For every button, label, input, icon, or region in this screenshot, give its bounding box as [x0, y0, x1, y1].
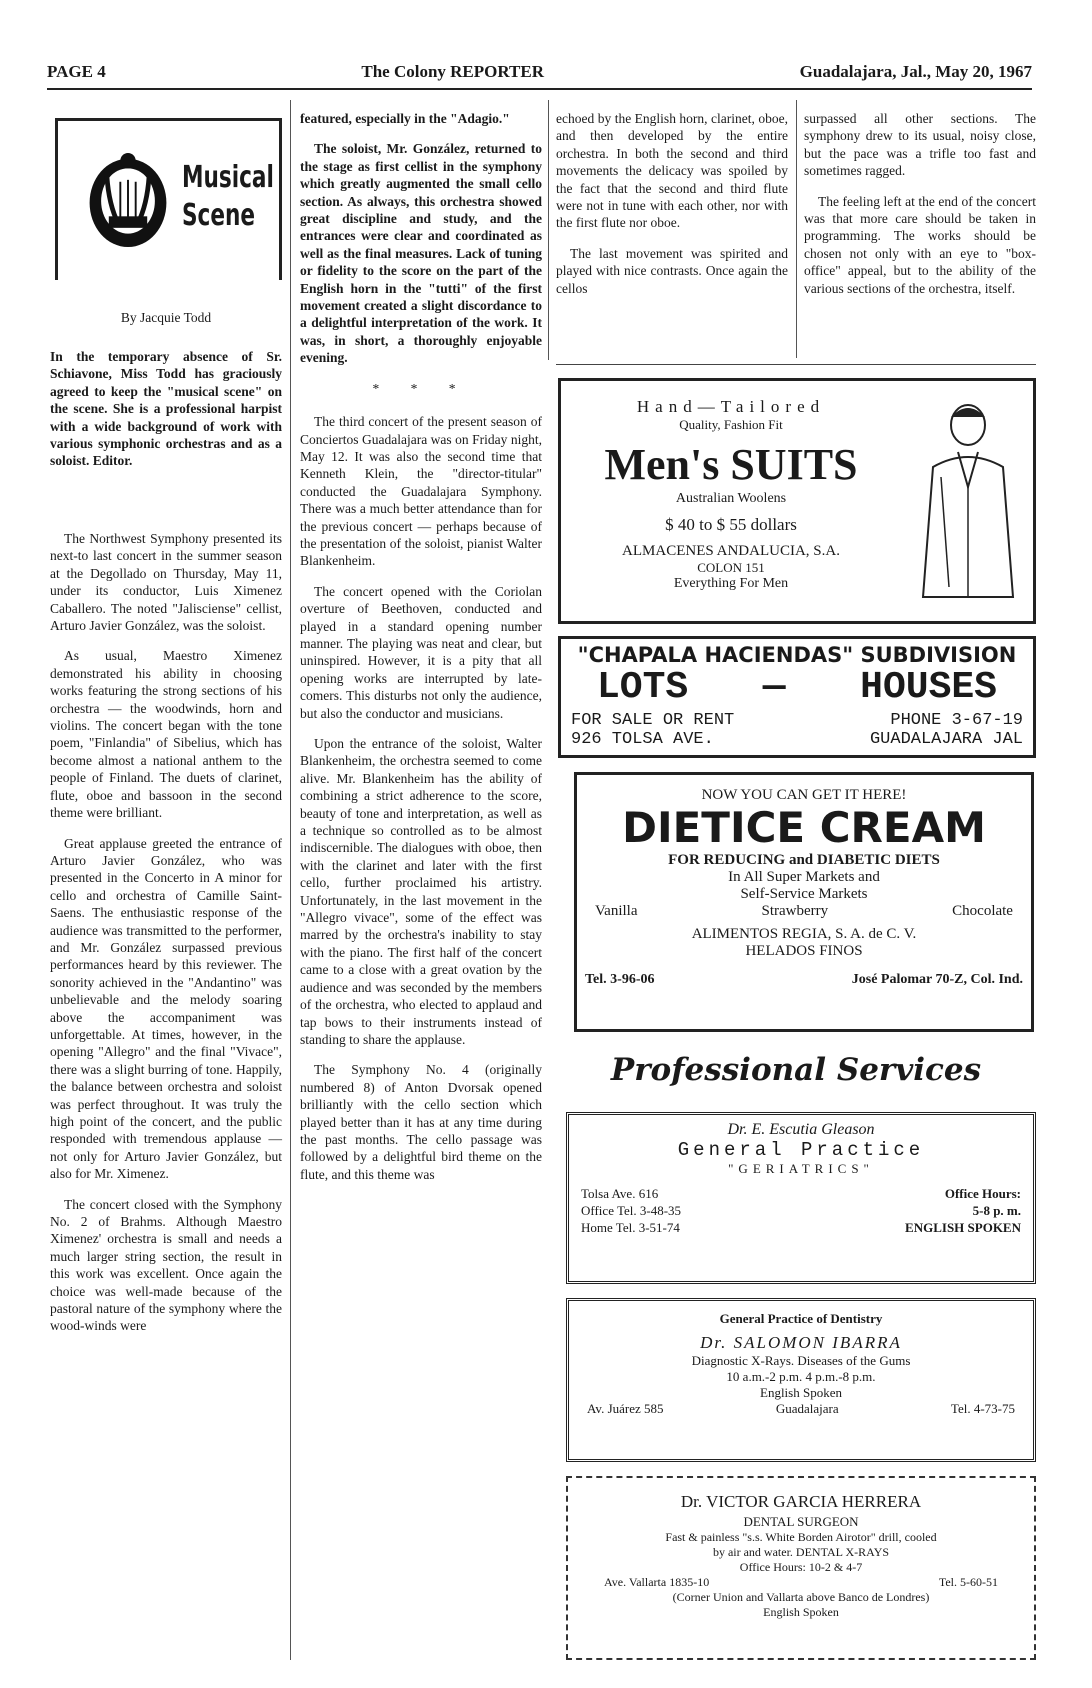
tel: Tel. 5-60-51 — [938, 1575, 998, 1589]
office-tel: Office Tel. 3-48-35 — [581, 1203, 682, 1218]
language: English Spoken — [763, 1605, 839, 1619]
column-divider — [548, 100, 549, 360]
hours: 10 a.m.-2 p.m. 4 p.m.-8 p.m. — [726, 1369, 876, 1384]
section-rule — [556, 364, 1036, 365]
hours: Office Hours: 10-2 & 4-7 — [739, 1560, 863, 1574]
professional-services-heading: Professional Services — [610, 1052, 982, 1088]
ad-fabric: Australian Woolens — [675, 491, 787, 506]
garcia-card — [566, 1476, 1036, 1660]
article-column-1 — [50, 530, 282, 1348]
language: English Spoken — [760, 1385, 842, 1400]
specialty: "GERIATRICS" — [728, 1161, 874, 1176]
home-tel: Home Tel. 3-51-74 — [581, 1220, 680, 1235]
ibarra-card — [566, 1298, 1036, 1462]
column-divider — [796, 100, 797, 358]
address: Ave. Vallarta 1835-10 — [604, 1575, 710, 1589]
paragraph: The soloist, Mr. González, returned to the stage as first cellist in the symphony which greatly augmented the small cello section. As always, this orchestra showed great discipline and study, and the entrances were clear and coordinated as well as the final measures. Lack of tuning or fidelity to the score on the part of the English horn in the "tutti" of the first movement created a slight discordance to a delightful interpretation of the work. It was, in short, a thoroughly enjoyable evening. — [300, 141, 542, 366]
language: ENGLISH SPOKEN — [905, 1220, 1021, 1235]
line1: Fast & painless "s.s. White Borden Airotor" drill, cooled — [665, 1530, 937, 1544]
doctor-name: Dr. VICTOR GARCIA HERRERA — [680, 1492, 922, 1511]
ad-line2: Self-Service Markets — [740, 886, 868, 902]
hours: 5-8 p. m. — [972, 1203, 1021, 1218]
ad-brand: HELADOS FINOS — [745, 943, 863, 959]
article-column-3 — [556, 110, 788, 310]
ad-title: "CHAPALA HACIENDAS" SUBDIVISION — [577, 643, 1017, 667]
ad-sale: FOR SALE OR RENT — [571, 711, 735, 730]
ad-address: COLON 151 — [697, 560, 765, 575]
paragraph: The last movement was spirited and played with nice contrasts. Once again the cellos — [556, 245, 788, 296]
ad-phone: PHONE 3-67-19 — [890, 711, 1023, 730]
ad-store: ALMACENES ANDALUCIA, S.A. — [622, 543, 840, 559]
practice: General Practice of Dentistry — [719, 1311, 883, 1326]
ad-tag: Hand—Tailored — [636, 397, 826, 416]
ad-top: NOW YOU CAN GET IT HERE! — [701, 787, 907, 803]
ad-headline: LOTS — HOUSES — [597, 666, 997, 709]
ad-headline: DIETICE CREAM — [622, 803, 986, 852]
column-divider — [290, 100, 291, 1660]
paragraph: Upon the entrance of the soloist, Walter Blankenheim, the orchestra seemed to come alive. Mr. Blankenheim has the ability of combining a strict adherence to the score, beauty of tone and interpretation, as well as a technique so controlled as to be almost indiscernible. The dialogues with oboe, then with the clarinet and later with the first cello, further proclaimed his artistry. Unfortunately, in the last movement in the "Allegro vivace", some of the effect was marred by the orchestra's inability to stay with the piano. The first half of the concert came to a close with a great ovation by the audience and was seconded by the members of the orchestra, who elected to applaud and tap bows to their instruments instead of standing to share the applause. — [300, 736, 542, 1047]
ad-tagline: Everything For Men — [673, 576, 789, 591]
paragraph: Great applause greeted the entrance of Arturo Javier González, who was presented in the Concerto in A minor for cello and orchestra of Camille Saint-Saens. The enthusiastic response of the audience was transmitted to the performer, and Mr. González surpassed previous performances heard by this reviewer. The sonority achieved in the "Andantino" was unbelievable and the melody soaring above the accompaniment was unforgettable. At times, however, in the opening "Allegro" and the final "Vivace", there was a slight burring of tone. Happily, the balance between orchestra and soloist was perfect throughout. It was truly the high point of the concert, and the public responded with tremendous applause — not only for Arturo Javier González, but also for Mr. Ximenez. — [50, 835, 282, 1182]
dateline: Guadalajara, Jal., May 20, 1967 — [799, 62, 1032, 81]
article-column-2 — [300, 110, 542, 1196]
address: Av. Juárez 585 — [587, 1401, 664, 1416]
ad-address: 926 TOLSA AVE. — [571, 730, 714, 749]
ad-address: José Palomar 70-Z, Col. Ind. — [851, 972, 1023, 987]
header-rule — [47, 88, 1032, 90]
ad-maker: ALIMENTOS REGIA, S. A. de C. V. — [691, 926, 917, 942]
ad-tel: Tel. 3-96-06 — [585, 972, 655, 987]
ad-sub: FOR REDUCING and DIABETIC DIETS — [668, 852, 940, 868]
musical-scene-title: Musical Scene — [182, 160, 274, 233]
musical-scene-logo — [55, 118, 282, 280]
doctor-name: Dr. SALOMON IBARRA — [700, 1333, 902, 1352]
mens-suits-ad — [558, 378, 1036, 624]
title: DENTAL SURGEON — [743, 1514, 859, 1529]
ad-price: $ 40 to $ 55 dollars — [665, 515, 797, 534]
lyre-icon — [80, 145, 176, 255]
corner: (Corner Union and Vallarta above Banco de Londres) — [672, 1590, 930, 1604]
page-header — [47, 60, 1032, 84]
line2: by air and water. DENTAL X-RAYS — [712, 1545, 890, 1559]
city: Guadalajara — [775, 1401, 839, 1416]
doctor-name: Dr. E. Escutia Gleason — [727, 1121, 875, 1138]
address: Tolsa Ave. 616 — [581, 1186, 659, 1201]
paragraph: surpassed all other sections. The symphony drew to its usual, noisy close, but the pace was a trifle too fast and sometimes ragged. — [804, 111, 1036, 179]
paragraph: echoed by the English horn, clarinet, oboe, and then developed by the entire orchestra. In both the second and third movements the delicacy was spoiled by the fact that the second and third flute were not in tune with each other, nor with the first flute nor oboe. — [556, 111, 788, 231]
ad-flavors: Vanilla Strawberry Chocolate — [595, 903, 1013, 919]
ad-line1: In All Super Markets and — [728, 869, 880, 885]
paragraph: The concert closed with the Symphony No. 2 of Brahms. Although Maestro Ximenez' orchestra is small and needs a much larger string section, the result in this work was excellent. Once again the choice was well-made because of the pastoral nature of the symphony where the wood-winds were — [50, 1196, 282, 1334]
dietice-cream-ad — [574, 772, 1034, 1032]
practice: General Practice — [677, 1139, 925, 1161]
ad-quality: Quality, Fashion Fit — [679, 417, 783, 432]
newspaper-name: The Colony REPORTER — [361, 62, 545, 81]
page-number: PAGE 4 — [47, 62, 106, 81]
services: Diagnostic X-Rays. Diseases of the Gums — [691, 1353, 911, 1368]
chapala-haciendas-ad — [558, 636, 1036, 758]
man-in-suit-icon — [913, 397, 1023, 607]
article-column-4 — [804, 110, 1036, 310]
hours-label: Office Hours: — [944, 1186, 1021, 1201]
escutia-card — [566, 1112, 1036, 1284]
tel: Tel. 4-73-75 — [950, 1401, 1015, 1416]
paragraph: featured, especially in the "Adagio." — [300, 111, 510, 126]
paragraph: The Northwest Symphony presented its next-to last concert in the summer season at the Degollado on Thursday, May 11, under its conductor, Luis Ximenez Caballero. The noted "Jalisciense" cellist, Arturo Javier González, was the soloist. — [50, 531, 282, 634]
paragraph: The feeling left at the end of the concert was that more care should be taken in programming. The works should be chosen not only with an eye to "box-office" appeal, but to the ability of the various sections of the orchestra, itself. — [804, 193, 1036, 296]
paragraph: The concert opened with the Coriolan overture of Beethoven, conducted and played in a standard opening number manner. The playing was neat and clear, but uninspired. However, it is a pity that all opening works are interrupted by late-comers. This disturbs not only the audience, but also the conductor and musicians. — [300, 583, 542, 721]
paragraph: The Symphony No. 4 (originally numbered 8) of Anton Dvorsak opened brilliantly with the cello section which played better than it has at any time during the past months. The cello passage was followed by a delightful bird theme on the flute, and this theme was — [300, 1062, 542, 1182]
ad-city: GUADALAJARA JAL — [869, 730, 1023, 749]
paragraph: As usual, Maestro Ximenez demonstrated his ability in choosing works featuring the strong sections of his orchestra — the woodwinds, horn and violins. The concert began with the tone poem, "Finlandia" of Sibelius, which has become almost a national anthem to the people of Finland. The duets of clarinet, flute, oboe and bassoon in the second theme were brilliant. — [50, 648, 282, 821]
byline: By Jacquie Todd — [120, 310, 212, 325]
editor-note: In the temporary absence of Sr. Schiavone, Miss Todd has graciously agreed to keep the "musical scene" on the scene. She is a professional harpist with a wide background of work with various symphonic orchestras and as a soloist. Editor. — [50, 349, 282, 469]
paragraph: The third concert of the present season of Conciertos Guadalajara was on Friday night, May 12. It was also the second time that Kenneth Klein, the "director-titular" conducted the Guadalajara Symphony. There was a much better attendance than for the previous concert — perhaps because of the presentation of the soloist, pianist Walter Blankenheim. — [300, 414, 542, 569]
ad-headline: Men's SUITS — [604, 440, 858, 489]
section-break: * * * — [372, 380, 470, 396]
